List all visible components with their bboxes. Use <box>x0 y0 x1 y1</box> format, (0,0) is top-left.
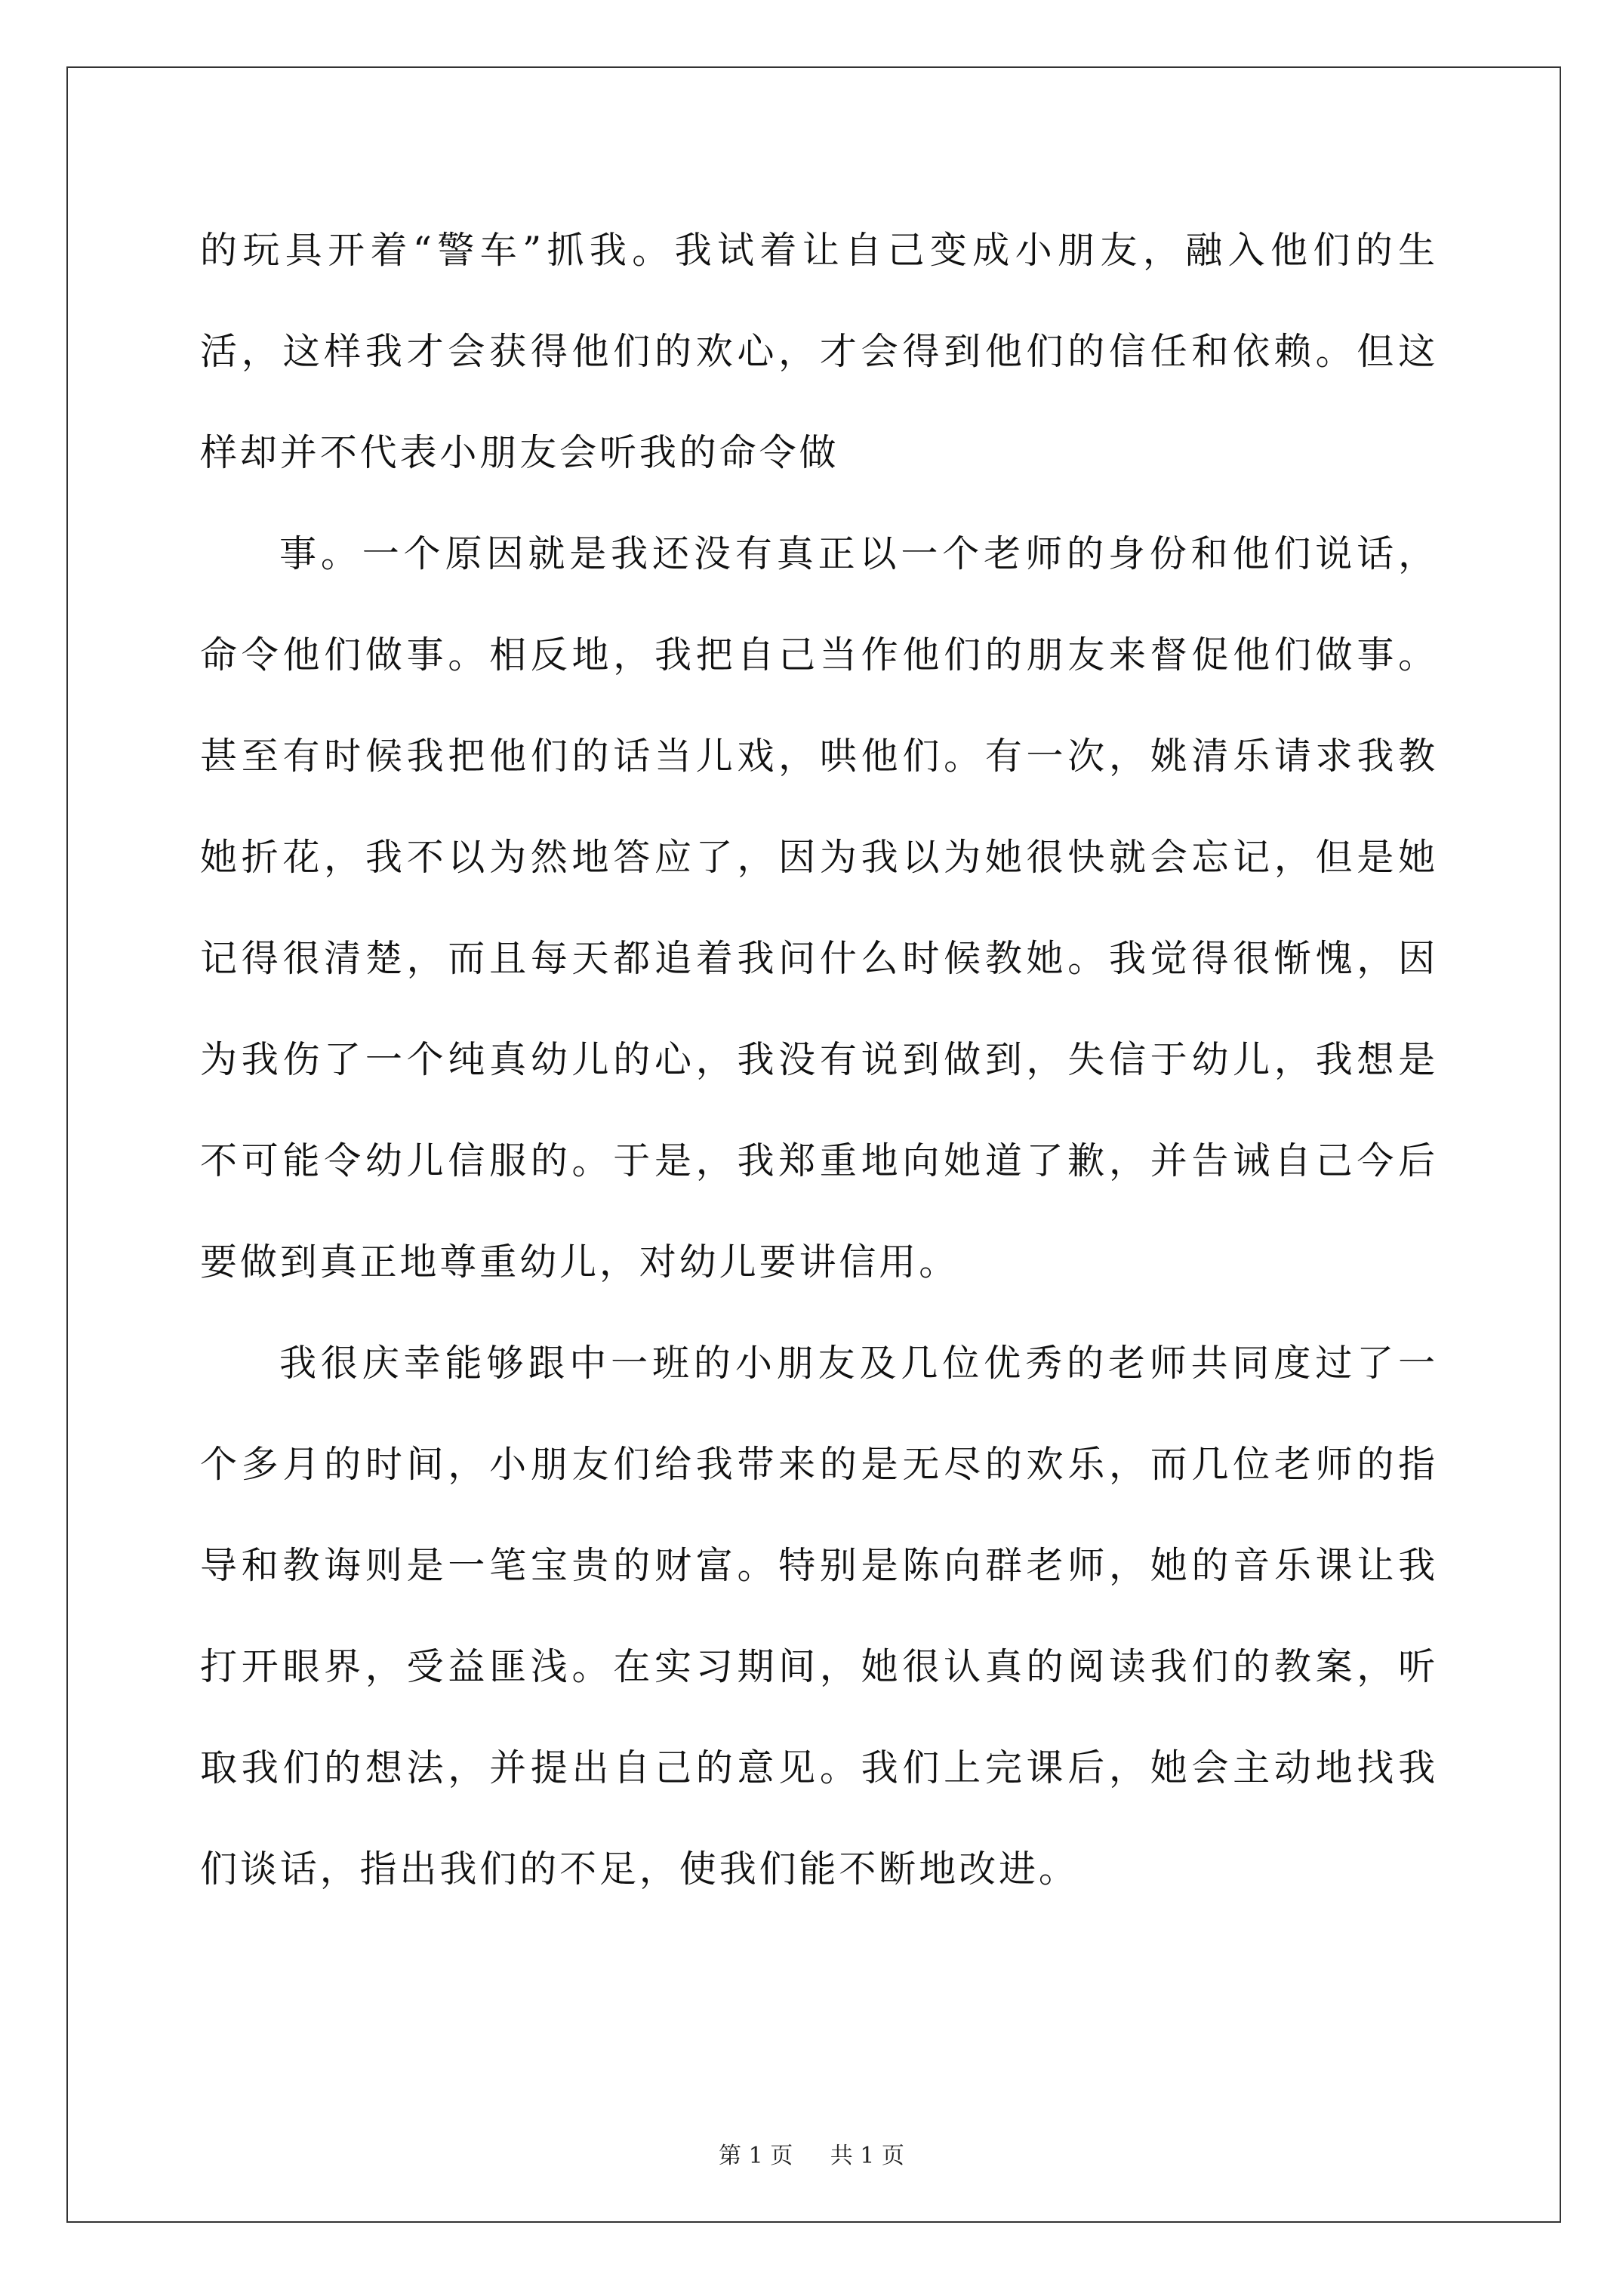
text-line: 样却并不代表小朋友会听我的命令做 <box>200 431 839 474</box>
text-line: 导和教诲则是一笔宝贵的财富。特别是陈向群老师，她的音乐课让我 <box>200 1544 1438 1587</box>
text-line: 们谈话，指出我们的不足，使我们能不断地改进。 <box>200 1848 1079 1891</box>
text-line: 的玩具开着“警车”抓我。我试着让自己变成小朋友，融入他们的生 <box>200 229 1438 272</box>
document-body <box>200 213 1438 1933</box>
text-line: 为我伤了一个纯真幼儿的心，我没有说到做到，失信于幼儿，我想是 <box>200 1038 1438 1081</box>
text-line: 不可能令幼儿信服的。于是，我郑重地向她道了歉，并告诫自己今后 <box>200 1139 1438 1182</box>
paragraph-start-line: 事。一个原因就是我还没有真正以一个老师的身份和他们说话， <box>279 532 1438 575</box>
text-line: 甚至有时候我把他们的话当儿戏，哄他们。有一次，姚清乐请求我教 <box>200 735 1438 778</box>
text-line: 记得很清楚，而且每天都追着我问什么时候教她。我觉得很惭愧，因 <box>200 937 1438 980</box>
text-line: 打开眼界，受益匪浅。在实习期间，她很认真的阅读我们的教案，听 <box>200 1645 1438 1688</box>
text-line: 命令他们做事。相反地，我把自己当作他们的朋友来督促他们做事。 <box>200 633 1438 676</box>
paragraph-start-line: 我很庆幸能够跟中一班的小朋友及几位优秀的老师共同度过了一 <box>279 1342 1438 1385</box>
text-line: 个多月的时间，小朋友们给我带来的是无尽的欢乐，而几位老师的指 <box>200 1443 1438 1486</box>
text-line: 取我们的想法，并提出自己的意见。我们上完课后，她会主动地找我 <box>200 1746 1438 1789</box>
text-line: 要做到真正地尊重幼儿，对幼儿要讲信用。 <box>200 1240 959 1284</box>
page-footer <box>0 2137 1623 2170</box>
text-line: 她折花，我不以为然地答应了，因为我以为她很快就会忘记，但是她 <box>200 836 1438 879</box>
text-line: 活，这样我才会获得他们的欢心，才会得到他们的信任和依赖。但这 <box>200 330 1438 373</box>
page-number: 第 1 页 <box>719 2143 793 2169</box>
page-total: 共 1 页 <box>830 2143 904 2169</box>
